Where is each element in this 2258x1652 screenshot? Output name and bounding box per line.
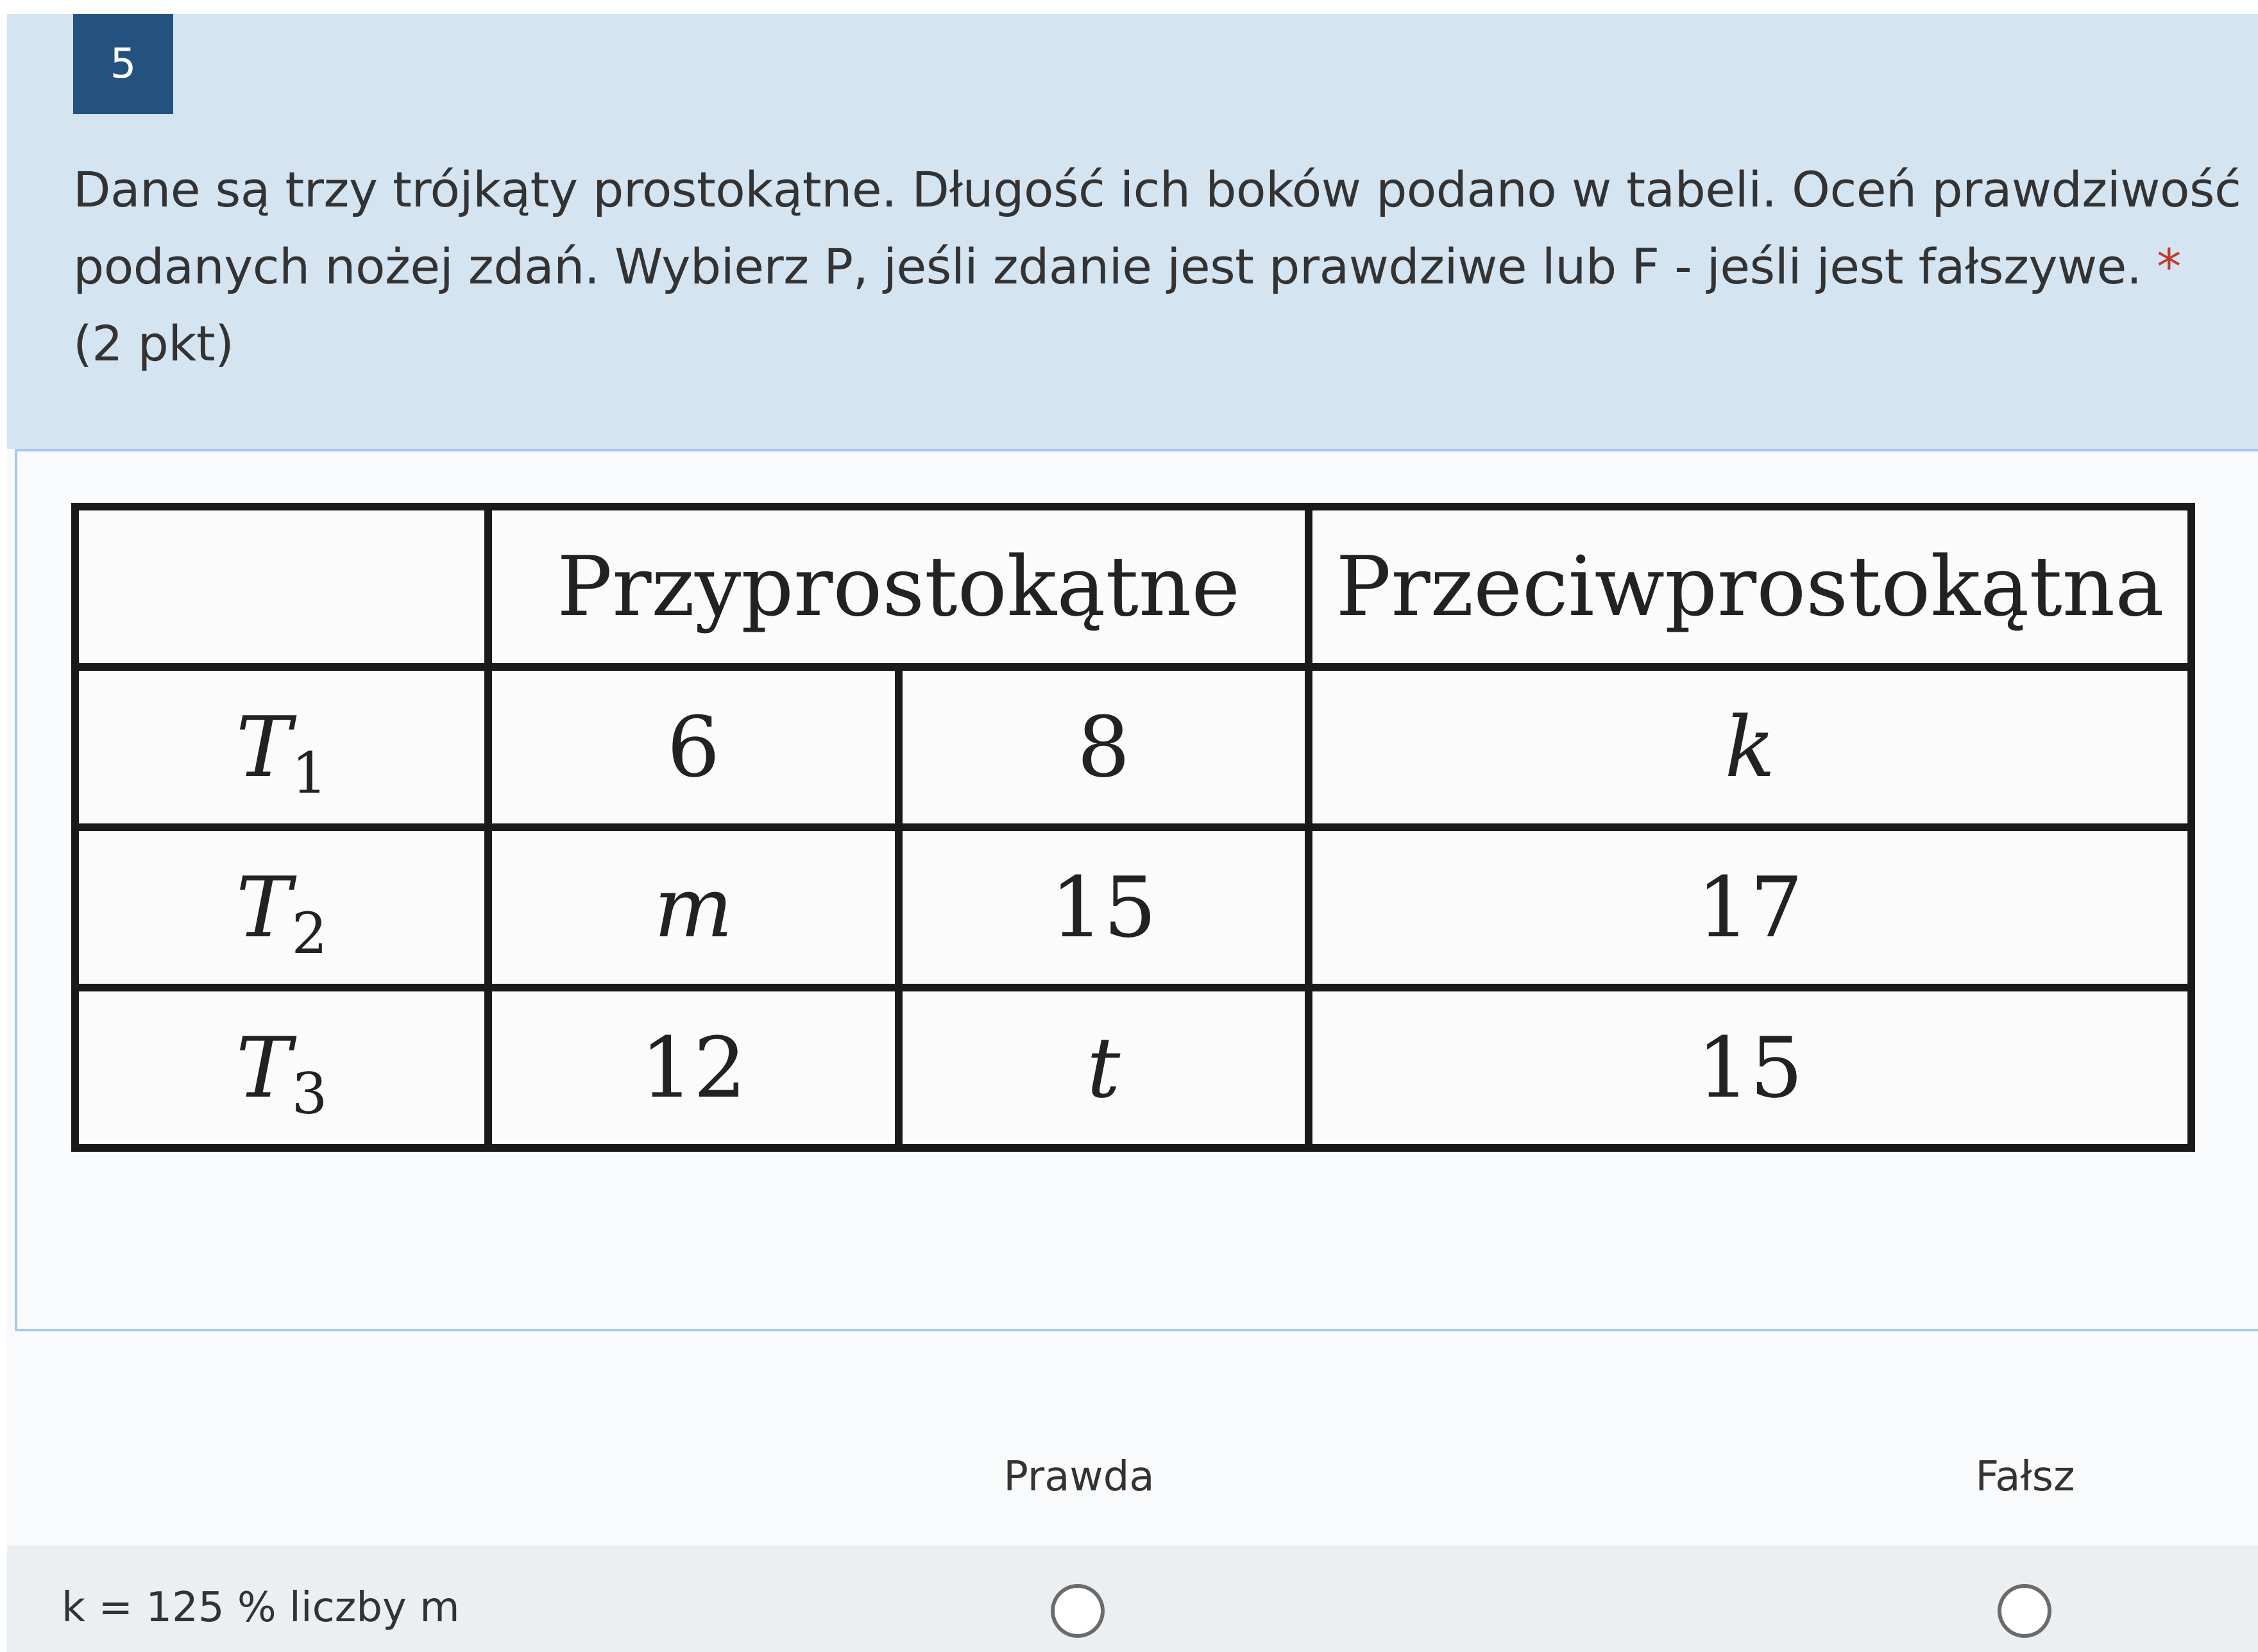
- triangle-name: T: [235, 698, 292, 796]
- header-legs: Przyprostokątne: [488, 507, 1309, 667]
- header-empty-cell: [75, 507, 488, 667]
- options-header: [7, 1347, 2258, 1546]
- triangle-subscript: 2: [291, 900, 328, 966]
- question-text-line-2: [73, 228, 2258, 305]
- question-text-line-2-body: podanych nożej zdań. Wybierz P, jeśli zdanie jest prawdziwe lub F - jeśli jest fałszywe.: [73, 238, 2157, 295]
- triangle-name-cell: [75, 827, 488, 988]
- triangle-name-cell: [75, 988, 488, 1148]
- leg-b-cell: 8: [899, 667, 1309, 827]
- triangle-subscript: 1: [291, 740, 328, 806]
- table-row: [75, 827, 2191, 988]
- triangle-sides-table: [71, 503, 2195, 1152]
- triangle-subscript: 3: [291, 1061, 328, 1127]
- leg-a-cell: 6: [488, 667, 898, 827]
- question-text: [73, 151, 2258, 382]
- triangle-name: T: [235, 1019, 292, 1117]
- column-label-false: Fałsz: [1975, 1453, 2075, 1501]
- triangle-name-cell: [75, 667, 488, 827]
- hypotenuse-cell: 17: [1309, 827, 2191, 988]
- hypotenuse-cell: 15: [1309, 988, 2191, 1148]
- question-points: (2 pkt): [73, 315, 234, 372]
- hypotenuse-cell: k: [1309, 667, 2191, 827]
- table-header-row: [75, 507, 2191, 667]
- leg-b-cell: 15: [899, 827, 1309, 988]
- leg-a-cell: 12: [488, 988, 898, 1148]
- table-row: [75, 988, 2191, 1148]
- leg-b-cell: t: [899, 988, 1309, 1148]
- column-label-true: Prawda: [1003, 1453, 1155, 1501]
- statement-text: k = 125 % liczby m: [62, 1584, 460, 1631]
- radio-true[interactable]: [1051, 1584, 1105, 1638]
- radio-false[interactable]: [1998, 1584, 2051, 1638]
- question-text-line-1: Dane są trzy trójkąty prostokątne. Długość ich boków podano w tabeli. Oceń prawdziwość: [73, 161, 2241, 218]
- table-row: [75, 667, 2191, 827]
- header-hypotenuse: Przeciwprostokątna: [1309, 507, 2191, 667]
- left-edge: [0, 0, 7, 1652]
- question-number-badge: 5: [73, 14, 173, 114]
- top-edge: [0, 0, 2258, 14]
- required-star: *: [2157, 238, 2181, 295]
- leg-a-cell: m: [488, 827, 898, 988]
- triangle-name: T: [235, 859, 292, 956]
